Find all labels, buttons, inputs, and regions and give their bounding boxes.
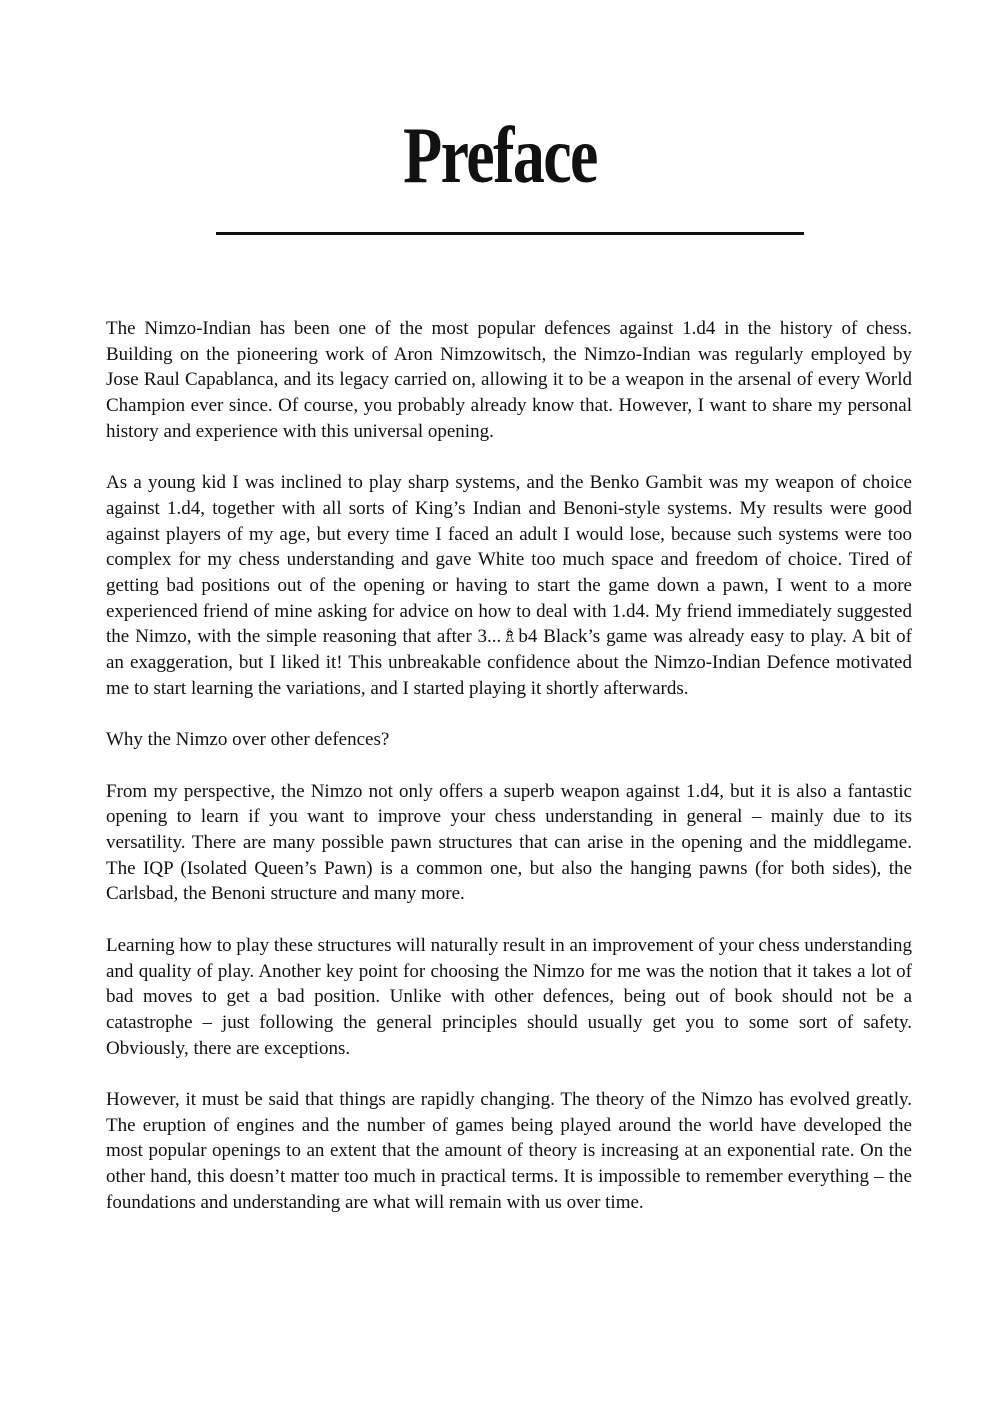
paragraph-2: As a young kid I was inclined to play sharp systems, and the Benko Gambit was my weapon of choice against 1.d4, together with all sorts of King’s Indian and Benoni-style systems. My results were good against players of my age, but every time I faced an adult I would lose, because such systems were too complex for my chess understanding and gave White too much space and freedom of choice. Tired of getting bad positions out of the opening or having to start the game down a pawn, I went to a more experienced friend of mine asking for advice on how to deal with 1.d4. My friend immediately suggested the Nimzo, with the simple reasoning that after 3...♗b4 Black’s game was already easy to play. A bit of an exaggeration, but I liked it! This unbreakable confidence about the Nimzo-Indian Defence motivated me to start learning the variations, and I started playing it shortly afterwards.	[106, 472, 912, 699]
paragraph-6: However, it must be said that things are rapidly changing. The theory of the Nimzo has evolved greatly. The eruption of engines and the number of games being played around the world have developed the most popular openings to an extent that the amount of theory is increasing at an exponential rate. On the other hand, this doesn’t matter too much in practical terms. It is impossible to remember everything – the foundations and understanding are what will remain with us over time.	[106, 1089, 912, 1213]
paragraph-4: From my perspective, the Nimzo not only offers a superb weapon against 1.d4, but it is also a fantastic opening to learn if you want to improve your chess understanding in general – mainly due to its versatility. There are many possible pawn structures that can arise in the opening and the middlegame. The IQP (Isolated Queen’s Pawn) is a common one, but also the hanging pawns (for both sides), the Carlsbad, the Benoni structure and many more.	[106, 780, 912, 905]
paragraph-1: The Nimzo-Indian has been one of the most popular defences against 1.d4 in the history of chess. Building on the pioneering work of Aron Nimzowitsch, the Nimzo-Indian was regularly employed by Jose Raul Capablanca, and its legacy carried on, allowing it to be a weapon in the arsenal of every World Champion ever since. Of course, you probably already know that. However, I want to share my personal history and experience with this universal opening.	[106, 318, 912, 442]
page-title: Preface	[403, 112, 597, 200]
title-divider	[216, 232, 804, 235]
paragraph-5: Learning how to play these structures will naturally result in an improvement of your chess understanding and quality of play. Another key point for choosing the Nimzo for me was the notion that it takes a lot of bad moves to get a bad position. Unlike with other defences, being out of book should not be a catastrophe – just following the general principles should usually get you to some sort of safety. Obviously, there are exceptions.	[106, 934, 912, 1059]
paragraph-3: Why the Nimzo over other defences?	[106, 729, 390, 751]
body-text	[106, 316, 912, 1241]
